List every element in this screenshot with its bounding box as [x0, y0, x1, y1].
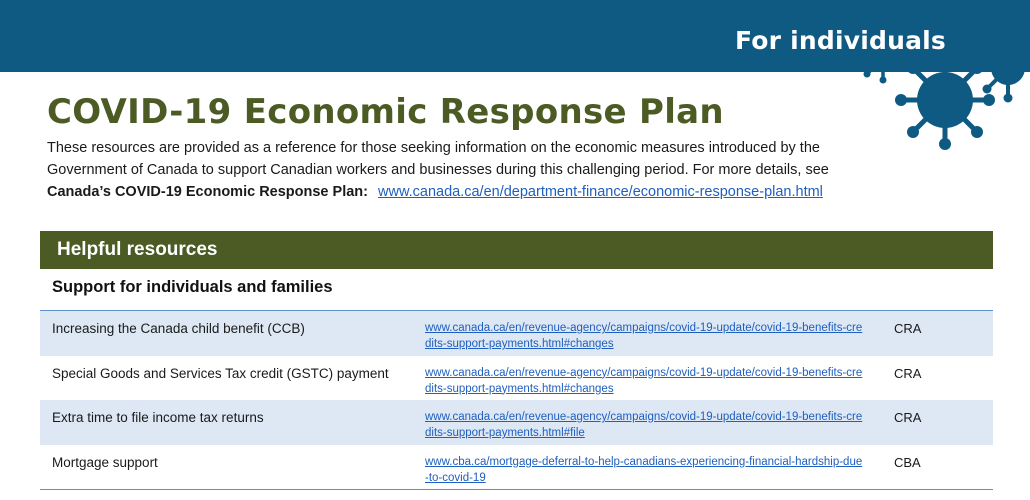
intro-text: These resources are provided as a reference for those seeking information on the economic measures introduced by the Government of Canada to support Canadian workers and businesses during this challenging period. For more details, see: [47, 140, 829, 178]
table-row: [40, 400, 993, 445]
table-row: [40, 311, 993, 356]
resource-name: Mortgage support: [52, 454, 158, 470]
intro-bold-text: Canada’s COVID-19 Economic Response Plan:: [47, 184, 368, 200]
resource-name: Increasing the Canada child benefit (CCB): [52, 321, 305, 336]
table-row: [40, 356, 993, 401]
resource-link[interactable]: www.canada.ca/en/revenue-agency/campaigns/covid-19-update/covid-19-benefits-credits-support-payments.html#file: [425, 411, 863, 439]
section-title: Helpful resources: [57, 239, 218, 260]
resource-name: Special Goods and Services Tax credit (GSTC) payment: [52, 365, 389, 381]
resource-link[interactable]: www.canada.ca/en/revenue-agency/campaigns/covid-19-update/covid-19-benefits-credits-support-payments.html#changes: [425, 322, 863, 350]
intro-paragraph: [47, 137, 877, 203]
resource-agency: CRA: [894, 410, 922, 425]
resource-agency: CRA: [894, 365, 922, 381]
resource-link[interactable]: www.cba.ca/mortgage-deferral-to-help-canadians-experiencing-financial-hardship-due-to-covid-19: [425, 455, 863, 484]
virus-icon: [850, 0, 1030, 160]
resources-table: [40, 310, 993, 490]
section-header-bar: [40, 231, 993, 269]
resource-name: Extra time to file income tax returns: [52, 410, 264, 425]
resource-agency: CBA: [894, 454, 921, 470]
banner-label: For individuals: [735, 26, 946, 55]
resource-agency: CRA: [894, 321, 922, 336]
resource-link[interactable]: www.canada.ca/en/revenue-agency/campaigns/covid-19-update/covid-19-benefits-credits-support-payments.html#changes: [425, 366, 863, 395]
table-row: [40, 445, 993, 490]
economic-response-plan-link[interactable]: www.canada.ca/en/department-finance/economic-response-plan.html: [378, 184, 823, 200]
subsection-title: Support for individuals and families: [52, 278, 333, 296]
page-title: COVID-19 Economic Response Plan: [47, 92, 724, 132]
